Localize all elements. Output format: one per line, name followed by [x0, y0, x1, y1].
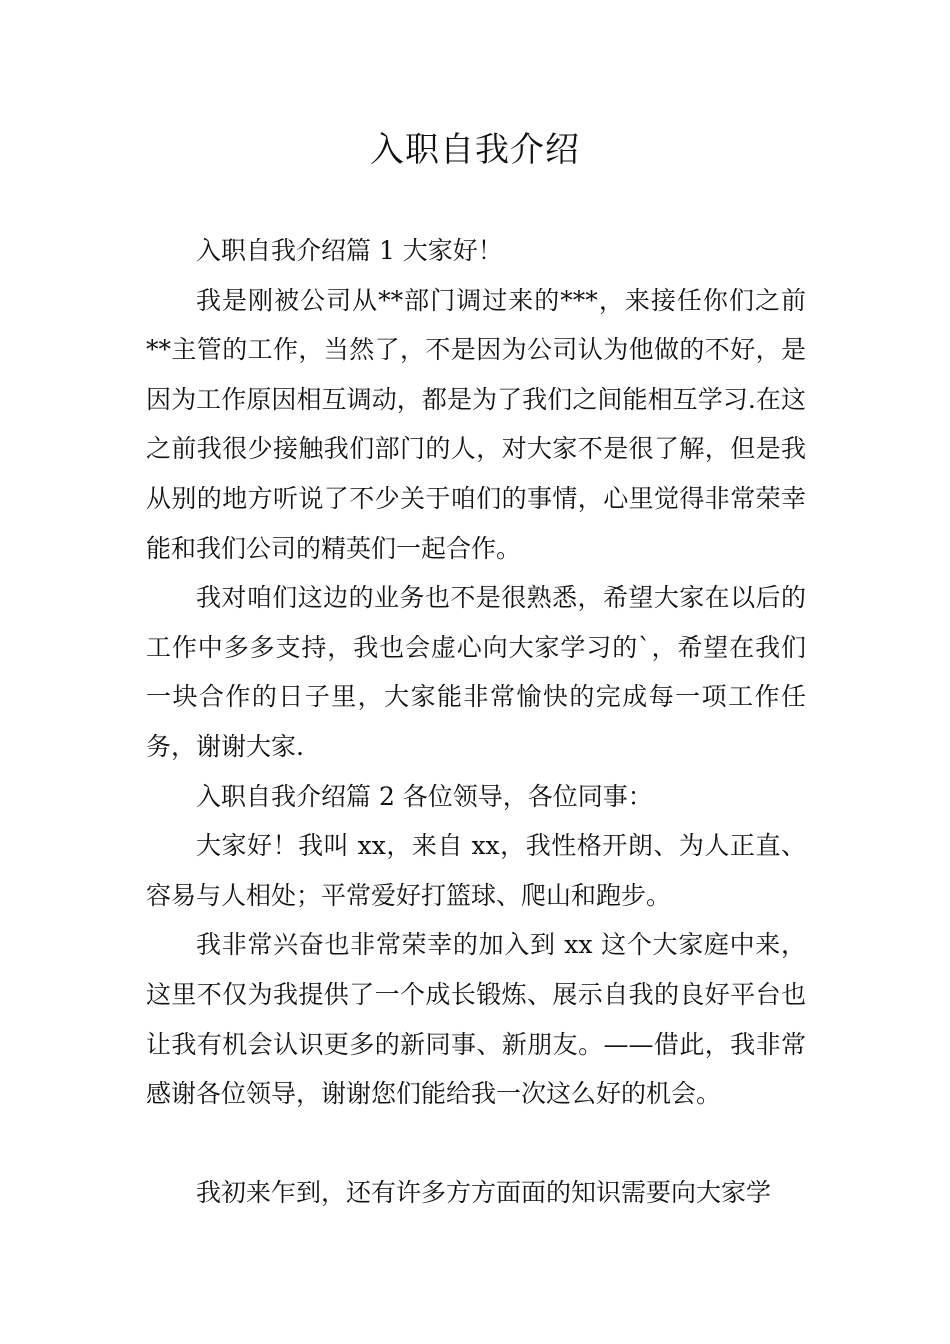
page-title: 入职自我介绍	[370, 130, 580, 170]
paragraph-2: 我是刚被公司从**部门调过来的***，来接任你们之前**主管的工作，当然了，不是因为公司认为他做的不好，是因为工作原因相互调动，都是为了我们之间能相互学习.在这之前我很少接触我们部门的人，对大家不是很了解，但是我从别的地方听说了不少关于咱们的事情，心里觉得非常荣幸能和我们公司的精英们一起合作。	[146, 285, 806, 563]
paragraph-1: 入职自我介绍篇 1 大家好！	[196, 236, 503, 265]
paragraph-6: 我非常兴奋也非常荣幸的加入到 xx 这个大家庭中来，这里不仅为我提供了一个成长锻炼、展示自我的良好平台也让我有机会认识更多的新同事、新朋友。——借此，我非常感谢各位领导，谢谢您们能给我一次这么好的机会。	[146, 930, 806, 1109]
paragraph-3: 我对咱们这边的业务也不是很熟悉，希望大家在以后的工作中多多支持，我也会虚心向大家学习的`，希望在我们一块合作的日子里，大家能非常愉快的完成每一项工作任务，谢谢大家.	[146, 583, 806, 761]
paragraph-4: 入职自我介绍篇 2 各位领导，各位同事：	[196, 781, 653, 811]
paragraph-7: 我初来乍到，还有许多方方面面的知识需要向大家学	[196, 1178, 772, 1208]
document-body	[146, 226, 806, 1218]
paragraph-5: 大家好！我叫 xx，来自 xx，我性格开朗、为人正直、容易与人相处；平常爱好打篮球、爬山和跑步。	[146, 831, 806, 910]
paragraph-spacer	[146, 1119, 806, 1169]
